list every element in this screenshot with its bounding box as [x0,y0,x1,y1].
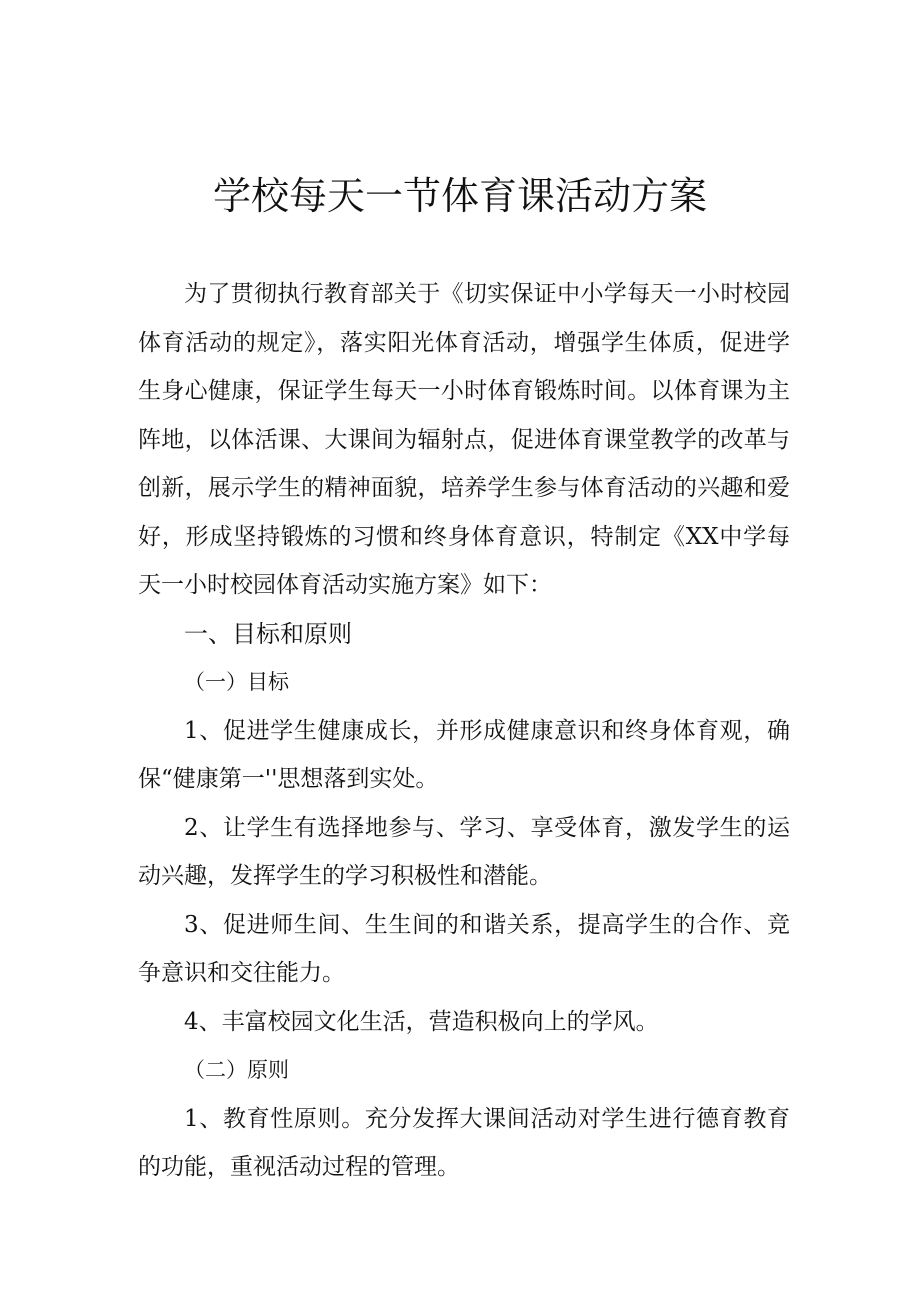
document-title: 学校每天一节体育课活动方案 [212,174,707,218]
subheading-goals: （一）目标 [184,670,289,694]
principle-item-1: 1、教育性原则。充分发挥大课间活动对学生进行德育教育的功能，重视活动过程的管理。 [138,1105,790,1180]
goal-item-3: 3、促进师生间、生生间的和谐关系，提高学生的合作、竞争意识和交往能力。 [138,911,790,986]
section-heading-goals-principles: 一、目标和原则 [184,619,352,648]
goal-item-1: 1、促进学生健康成长，并形成健康意识和终身体育观，确保“健康第一''思想落到实处。 [138,717,790,792]
subheading-principles: （二）原则 [184,1058,289,1082]
document-body [138,270,790,1192]
goal-item-4: 4、丰富校园文化生活，营造积极向上的学风。 [184,1008,659,1035]
intro-paragraph: 为了贯彻执行教育部关于《切实保证中小学每天一小时校园体育活动的规定》，落实阳光体育活动，增强学生体质，促进学生身心健康，保证学生每天一小时体育锻炼时间。以体育课为主阵地，以体活课、大课间为辐射点，促进体育课堂教学的改革与创新，展示学生的精神面貌，培养学生参与体育活动的兴趣和爱好，形成坚持锻炼的习惯和终身体育意识，特制定《XX中学每天一小时校园体育活动实施方案》如下： [138,281,790,598]
goal-item-2: 2、让学生有选择地参与、学习、享受体育，激发学生的运动兴趣，发挥学生的学习积极性和潜能。 [138,814,790,889]
